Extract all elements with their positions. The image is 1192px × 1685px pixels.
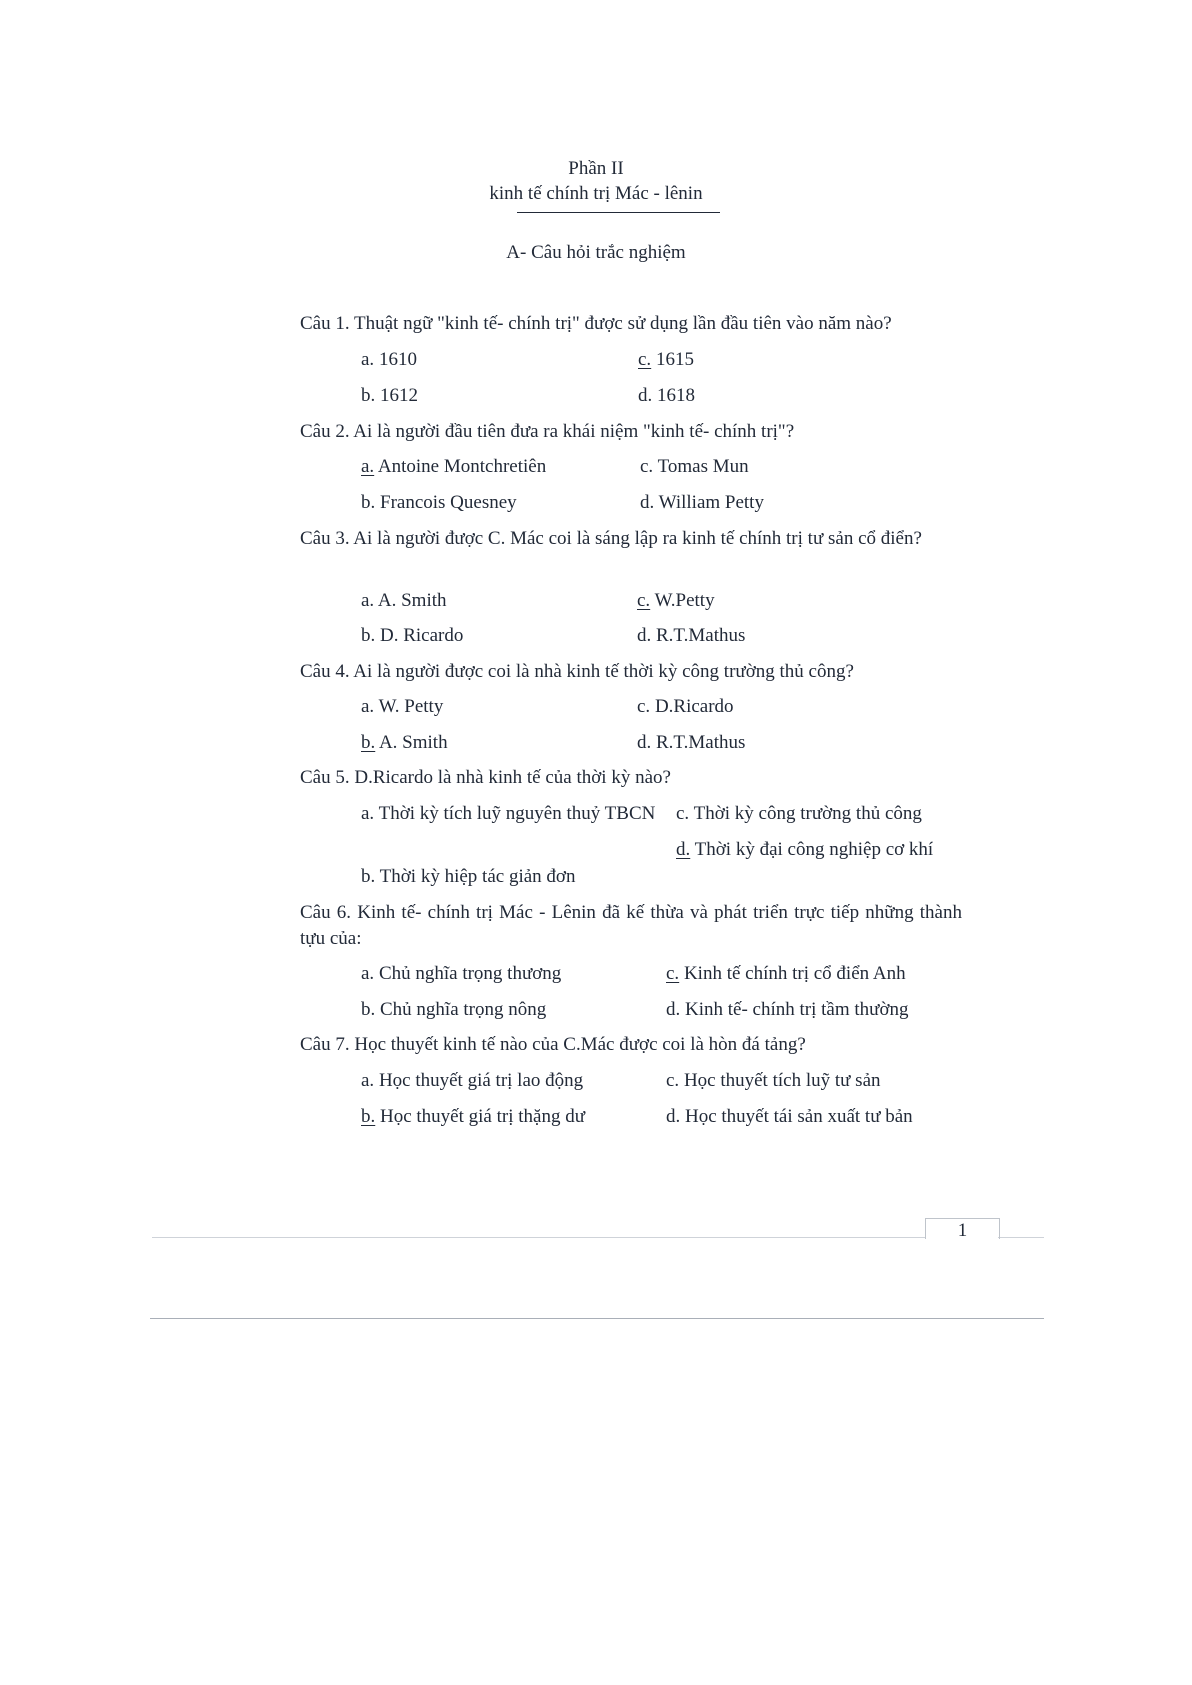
footer-divider [152, 1237, 925, 1238]
option-1b: b. 1612 [361, 385, 418, 406]
page-bottom-rule [150, 1318, 1044, 1319]
option-4a: a. W. Petty [361, 696, 444, 717]
question-5: Câu 5. D.Ricardo là nhà kinh tế của thời kỳ nào? [300, 767, 671, 788]
correct-marker: b. [361, 1106, 376, 1127]
option-3d: d. R.T.Mathus [637, 625, 746, 646]
correct-marker: c. [637, 590, 651, 611]
option-1a: a. 1610 [361, 349, 417, 370]
question-6: Câu 6. Kinh tế- chính trị Mác - Lênin đã kế thừa và phát triển trực tiếp những thành tựu của: [300, 902, 962, 949]
option-5d: d. Thời kỳ đại công nghiệp cơ khí [676, 839, 934, 860]
option-1c: c. 1615 [638, 349, 694, 370]
option-6b: b. Chủ nghĩa trọng nông [361, 999, 547, 1020]
option-1d: d. 1618 [638, 385, 695, 406]
option-4c: c. D.Ricardo [637, 696, 734, 717]
correct-marker: b. [361, 732, 376, 753]
title-underline [517, 212, 720, 213]
option-5c: c. Thời kỳ công trường thủ công [676, 803, 922, 824]
option-4d: d. R.T.Mathus [637, 732, 746, 753]
option-5b: b. Thời kỳ hiệp tác giản đơn [361, 866, 576, 887]
option-2b: b. Francois Quesney [361, 492, 517, 513]
question-3: Câu 3. Ai là người được C. Mác coi là sáng lập ra kinh tế chính trị tư sản cổ điển? [300, 528, 922, 549]
option-5a: a. Thời kỳ tích luỹ nguyên thuỷ TBCN [361, 803, 656, 824]
correct-marker: c. [666, 963, 680, 984]
correct-marker: d. [676, 839, 691, 860]
option-7b: b. Học thuyết giá trị thặng dư [361, 1106, 586, 1127]
option-3c: c. W.Petty [637, 590, 715, 611]
subject-title: kinh tế chính trị Mác - lênin [489, 183, 703, 204]
option-2d: d. William Petty [640, 492, 764, 513]
option-6c: c. Kinh tế chính trị cổ điển Anh [666, 963, 906, 984]
question-1: Câu 1. Thuật ngữ "kinh tế- chính trị" được sử dụng lần đầu tiên vào năm nào? [300, 313, 892, 334]
option-7a: a. Học thuyết giá trị lao động [361, 1070, 584, 1091]
option-3a: a. A. Smith [361, 590, 447, 611]
question-7: Câu 7. Học thuyết kinh tế nào của C.Mác được coi là hòn đá tảng? [300, 1034, 806, 1055]
option-2a: a. Antoine Montchretiên [361, 456, 547, 477]
option-2c: c. Tomas Mun [640, 456, 749, 477]
question-4: Câu 4. Ai là người được coi là nhà kinh tế thời kỳ công trường thủ công? [300, 661, 854, 682]
page-number: 1 [925, 1218, 1000, 1239]
option-4b: b. A. Smith [361, 732, 448, 753]
option-7c: c. Học thuyết tích luỹ tư sản [666, 1070, 881, 1091]
option-6d: d. Kinh tế- chính trị tầm thường [666, 999, 909, 1020]
option-3b: b. D. Ricardo [361, 625, 464, 646]
option-6a: a. Chủ nghĩa trọng thương [361, 963, 562, 984]
question-2: Câu 2. Ai là người đầu tiên đưa ra khái niệm "kinh tế- chính trị"? [300, 421, 795, 442]
correct-marker: c. [638, 349, 652, 370]
footer-divider-right [998, 1237, 1044, 1238]
option-7d: d. Học thuyết tái sản xuất tư bản [666, 1106, 913, 1127]
correct-marker: a. [361, 456, 375, 477]
section-heading: A- Câu hỏi trắc nghiệm [506, 242, 686, 263]
part-heading: Phần II [568, 158, 624, 179]
